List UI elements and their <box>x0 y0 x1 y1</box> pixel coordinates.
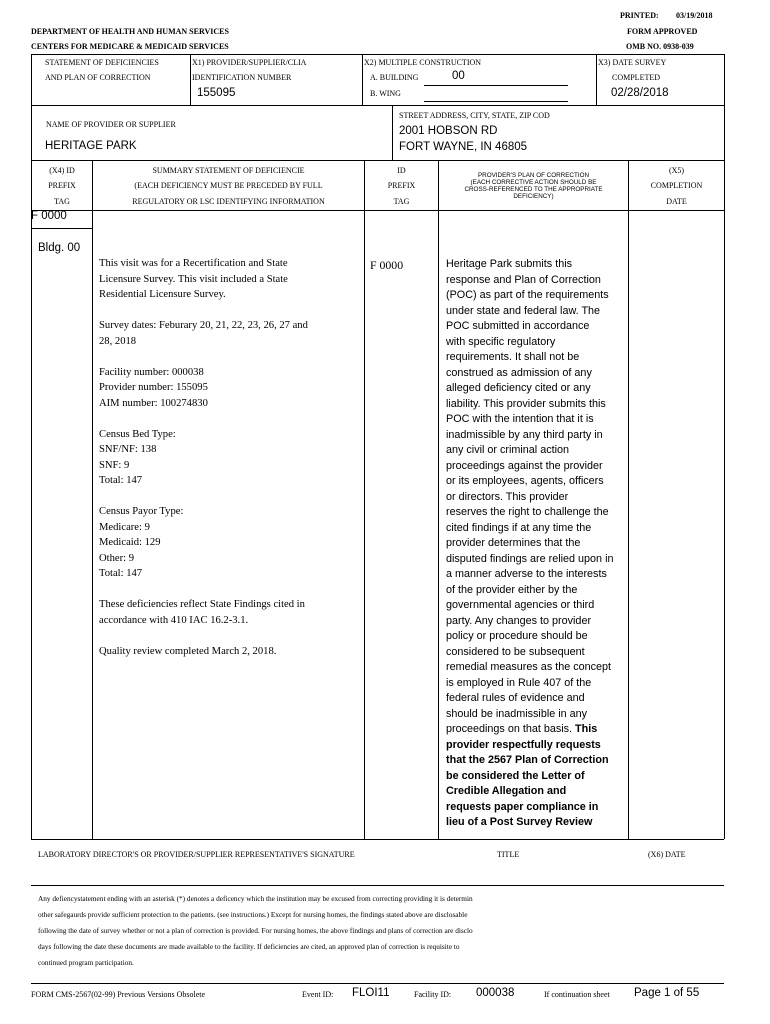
plan-line: liability. This provider submits this <box>446 397 606 410</box>
plan-line: alleged deficiency cited or any <box>446 382 591 394</box>
plan-line: of the provider either by the <box>446 583 578 596</box>
plan-line: federal rules of evidence and <box>446 692 585 704</box>
x3-label-1: X3) DATE SURVEY <box>598 58 667 67</box>
wing-label: B. WING <box>370 89 401 98</box>
plan-bold-inline: This <box>575 723 598 735</box>
summary-blank <box>99 349 361 365</box>
plan-line: a manner adverse to the interests <box>446 568 607 580</box>
plan-line: party. Any changes to provider <box>446 614 592 627</box>
signature-label: LABORATORY DIRECTOR'S OR PROVIDER/SUPPLIER REPRESENTATIVE'S SIGNATURE <box>38 850 355 859</box>
plan-bold-line: provider respectfully requests <box>446 738 601 751</box>
summary-line: Residential Licensure Survey. <box>99 289 226 300</box>
facility-id: 000038 <box>476 987 515 999</box>
plan-line: or its employees, agents, officers <box>446 475 604 487</box>
x1-label-1: X1) PROVIDER/SUPPLIER/CLIA <box>192 58 307 67</box>
disclaimer-line: following the date of survey whether or not a plan of correction is provided. For nursing homes, the above findings and plans of correction are disclo <box>38 926 473 935</box>
plan-line: requirements. It shall not be <box>446 351 580 363</box>
summary-label-3: REGULATORY OR LSC IDENTIFYING INFORMATION <box>132 197 325 206</box>
disclaimer-text <box>38 891 728 971</box>
provider-name: HERITAGE PARK <box>45 140 137 152</box>
summary-line: Provider number: 155095 <box>99 382 208 393</box>
statement-label-1: STATEMENT OF DEFICIENCIES <box>45 58 159 67</box>
summary-line: Census Payor Type: <box>99 506 184 517</box>
provider-number: 155095 <box>197 87 236 99</box>
summary-statement <box>99 256 361 659</box>
summary-line: 28, 2018 <box>99 335 137 347</box>
plan-line: response and Plan of Correction <box>446 273 601 286</box>
plan-line: governmental agencies or third <box>446 599 595 611</box>
plan-line: under state and federal law. The <box>446 304 601 317</box>
address-line-2: FORT WAYNE, IN 46805 <box>399 141 528 153</box>
plan-bold-line: that the 2567 Plan of Correction <box>446 754 609 766</box>
x5-label-2: COMPLETION <box>650 181 703 190</box>
continuation-label: If continuation sheet <box>544 990 610 999</box>
id-label-3: TAG <box>393 197 410 206</box>
summary-line: Licensure Survey. This visit included a State <box>99 273 288 285</box>
title-label: TITLE <box>497 850 520 859</box>
plan-line: proceedings against the provider <box>446 459 603 472</box>
survey-date: 02/28/2018 <box>611 87 669 99</box>
summary-blank <box>99 489 361 505</box>
dept-name: DEPARTMENT OF HEALTH AND HUMAN SERVICES <box>31 27 229 36</box>
provider-name-label: NAME OF PROVIDER OR SUPPLIER <box>46 120 176 129</box>
disclaimer-line: Any defiencystatement ending with an asterisk (*) denotes a deficency which the institution may be excused from correcting providing it is determin <box>38 894 473 903</box>
statement-label-2: AND PLAN OF CORRECTION <box>45 73 151 82</box>
summary-blank <box>99 303 361 319</box>
printed-label: PRINTED: <box>620 11 659 20</box>
plan-line: remedial measures as the concept <box>446 661 612 673</box>
summary-blank <box>99 628 361 644</box>
summary-line: Total: 147 <box>99 568 143 579</box>
plan-line: POC submitted in accordance <box>446 320 590 332</box>
event-id-label: Event ID: <box>302 990 334 999</box>
summary-line: These deficiencies reflect State Findings cited in <box>99 599 305 610</box>
address-line-1: 2001 HOBSON RD <box>399 125 498 137</box>
x5-label-1: (X5) <box>668 166 685 175</box>
plan-line: is employed in Rule 407 of the <box>446 676 592 689</box>
entry-tag: F 0000 <box>31 210 67 222</box>
page-number: Page 1 of 55 <box>634 987 700 999</box>
summary-line: Facility number: 000038 <box>99 366 204 378</box>
form-id: FORM CMS-2567(02-99) Previous Versions Obsolete <box>31 990 206 999</box>
id-label-2: PREFIX <box>387 181 416 190</box>
plan-line: with specific regulatory <box>446 335 556 348</box>
form-approved: FORM APPROVED <box>627 27 698 36</box>
plan-line: cited findings if at any time the <box>446 521 592 534</box>
plan-line: considered to be subsequent <box>446 645 585 658</box>
plan-label-3: CROSS-REFERENCED TO THE APPROPRIATE <box>464 186 603 193</box>
plan-line: Heritage Park submits this <box>446 258 573 270</box>
x4-label-1: (X4) ID <box>49 166 75 175</box>
summary-label-1: SUMMARY STATEMENT OF DEFICIENCIE <box>152 166 305 175</box>
plan-line: any civil or criminal action <box>446 444 570 456</box>
plan-bold-line: Credible Allegation and <box>446 785 567 797</box>
address-label: STREET ADDRESS, CITY, STATE, ZIP COD <box>399 111 550 120</box>
plan-line: reserves the right to challenge the <box>446 506 609 518</box>
building-value: 00 <box>452 70 465 82</box>
disclaimer-line: other safegaurds provide sufficient protection to the patients. (see instructions.) Except for nursing homes, the findings stated above are disclosable <box>38 910 468 919</box>
plan-line: disputed findings are relied upon in <box>446 552 614 565</box>
plan-line: POC with the intention that it is <box>446 413 594 425</box>
plan-bold-line: requests paper compliance in <box>446 800 599 813</box>
summary-line: Medicare: 9 <box>99 521 150 533</box>
entry-building: Bldg. 00 <box>38 242 81 254</box>
plan-line: or directors. This provider <box>446 490 569 503</box>
summary-line: Quality review completed March 2, 2018. <box>99 645 277 657</box>
event-id: FLOI11 <box>352 987 390 999</box>
summary-line: Census Bed Type: <box>99 428 176 440</box>
building-label: A. BUILDING <box>370 73 419 82</box>
plan-line: should be inadmissible in any <box>446 707 588 720</box>
summary-line: SNF/NF: 138 <box>99 444 157 455</box>
plan-of-correction <box>446 257 628 831</box>
plan-label-4: DEFICIENCY) <box>513 193 554 200</box>
plan-label-1: PROVIDER'S PLAN OF CORRECTION <box>477 172 590 179</box>
plan-line: (POC) as part of the requirements <box>446 289 609 301</box>
plan-bold-line: lieu of a Post Survey Review <box>446 816 593 828</box>
plan-line: policy or procedure should be <box>446 630 588 642</box>
x4-label-3: TAG <box>54 197 70 206</box>
summary-label-2: (EACH DEFICIENCY MUST BE PRECEDED BY FULL <box>134 181 323 190</box>
plan-line: construed as admission of any <box>446 366 592 379</box>
centers-name: CENTERS FOR MEDICARE & MEDICAID SERVICES <box>31 42 229 51</box>
summary-blank <box>99 411 361 427</box>
summary-line: accordance with 410 IAC 16.2-3.1. <box>99 614 249 626</box>
plan-line: proceedings on that basis. This <box>446 723 598 735</box>
disclaimer-line: continued program participation. <box>38 958 134 967</box>
facility-id-label: Facility ID: <box>414 990 452 999</box>
summary-line: Survey dates: Feburary 20, 21, 22, 23, 26, 27 and <box>99 320 308 331</box>
summary-line: This visit was for a Recertification and State <box>99 258 288 269</box>
omb-number: OMB NO. 0938-039 <box>626 42 694 51</box>
summary-line: Medicaid: 129 <box>99 537 161 548</box>
summary-line: SNF: 9 <box>99 459 130 471</box>
id-label-1: ID <box>397 166 406 175</box>
summary-line: AIM number: 100274830 <box>99 397 208 409</box>
date-label: (X6) DATE <box>648 850 686 859</box>
plan-label-2: (EACH CORRECTIVE ACTION SHOULD BE <box>470 179 597 186</box>
disclaimer-line: days following the date these documents are made available to the facility. If deficiencies are cited, an approved plan of correction is requisite to <box>38 942 460 951</box>
x1-label-2: IDENTIFICATION NUMBER <box>192 73 292 82</box>
summary-blank <box>99 582 361 598</box>
plan-line: provider determines that the <box>446 537 581 549</box>
summary-line: Other: 9 <box>99 552 135 564</box>
x3-label-2: COMPLETED <box>612 73 660 82</box>
plan-line: inadmissible by any third party in <box>446 428 603 441</box>
summary-line: Total: 147 <box>99 475 143 486</box>
x4-label-2: PREFIX <box>48 181 76 190</box>
plan-id-tag: F 0000 <box>370 258 404 272</box>
printed-date: 03/19/2018 <box>676 11 713 20</box>
x2-label: X2) MULTIPLE CONSTRUCTION <box>364 58 482 67</box>
plan-bold-line: be considered the Letter of <box>446 769 585 782</box>
x5-label-3: DATE <box>666 197 687 206</box>
